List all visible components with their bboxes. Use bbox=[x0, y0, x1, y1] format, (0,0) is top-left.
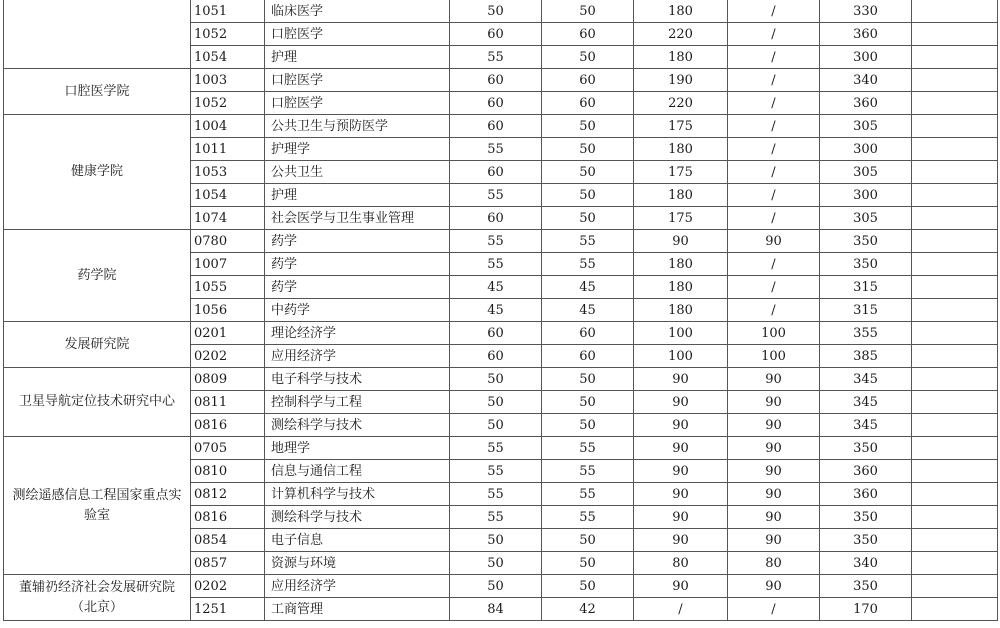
college-name-cell: 发展研究院 bbox=[4, 322, 191, 368]
note-cell bbox=[912, 437, 998, 460]
subject3-score-cell: 180 bbox=[634, 184, 728, 207]
total-score-cell: 350 bbox=[820, 253, 912, 276]
major-name-cell: 控制科学与工程 bbox=[265, 391, 450, 414]
total-score-cell: 360 bbox=[820, 460, 912, 483]
subject3-score-cell: 180 bbox=[634, 0, 728, 23]
major-name-cell: 护理学 bbox=[265, 138, 450, 161]
subject3-score-cell: 100 bbox=[634, 322, 728, 345]
total-score-cell: 300 bbox=[820, 46, 912, 69]
subject3-score-cell: 220 bbox=[634, 92, 728, 115]
total-score-cell: 340 bbox=[820, 552, 912, 575]
subject4-score-cell: 90 bbox=[728, 575, 820, 598]
college-name-cell: 健康学院 bbox=[4, 115, 191, 230]
major-name-cell: 电子信息 bbox=[265, 529, 450, 552]
subject4-score-cell: / bbox=[728, 299, 820, 322]
subject1-score-cell: 60 bbox=[450, 207, 542, 230]
table-row bbox=[4, 437, 998, 460]
subject4-score-cell: 90 bbox=[728, 368, 820, 391]
note-cell bbox=[912, 23, 998, 46]
subject2-score-cell: 55 bbox=[542, 230, 634, 253]
program-code-cell: 1251 bbox=[191, 598, 265, 621]
college-name-cell bbox=[4, 0, 191, 69]
subject4-score-cell: 90 bbox=[728, 506, 820, 529]
program-code-cell: 0202 bbox=[191, 345, 265, 368]
program-code-cell: 1007 bbox=[191, 253, 265, 276]
subject1-score-cell: 60 bbox=[450, 161, 542, 184]
subject3-score-cell: 90 bbox=[634, 506, 728, 529]
total-score-cell: 360 bbox=[820, 483, 912, 506]
subject2-score-cell: 55 bbox=[542, 437, 634, 460]
subject4-score-cell: 90 bbox=[728, 230, 820, 253]
program-code-cell: 1053 bbox=[191, 161, 265, 184]
subject2-score-cell: 55 bbox=[542, 253, 634, 276]
major-name-cell: 地理学 bbox=[265, 437, 450, 460]
subject1-score-cell: 50 bbox=[450, 0, 542, 23]
subject4-score-cell: / bbox=[728, 138, 820, 161]
major-name-cell: 工商管理 bbox=[265, 598, 450, 621]
program-code-cell: 1054 bbox=[191, 184, 265, 207]
note-cell bbox=[912, 69, 998, 92]
note-cell bbox=[912, 483, 998, 506]
subject4-score-cell: 90 bbox=[728, 460, 820, 483]
total-score-cell: 300 bbox=[820, 184, 912, 207]
subject1-score-cell: 55 bbox=[450, 138, 542, 161]
subject3-score-cell: 190 bbox=[634, 69, 728, 92]
note-cell bbox=[912, 552, 998, 575]
major-name-cell: 资源与环境 bbox=[265, 552, 450, 575]
note-cell bbox=[912, 253, 998, 276]
program-code-cell: 0202 bbox=[191, 575, 265, 598]
subject2-score-cell: 60 bbox=[542, 69, 634, 92]
subject2-score-cell: 55 bbox=[542, 483, 634, 506]
subject1-score-cell: 55 bbox=[450, 460, 542, 483]
subject2-score-cell: 50 bbox=[542, 161, 634, 184]
subject3-score-cell: 175 bbox=[634, 115, 728, 138]
subject4-score-cell: 100 bbox=[728, 322, 820, 345]
subject2-score-cell: 50 bbox=[542, 207, 634, 230]
total-score-cell: 305 bbox=[820, 161, 912, 184]
program-code-cell: 0816 bbox=[191, 414, 265, 437]
subject3-score-cell: 90 bbox=[634, 391, 728, 414]
program-code-cell: 1074 bbox=[191, 207, 265, 230]
major-name-cell: 测绘科学与技术 bbox=[265, 506, 450, 529]
subject1-score-cell: 50 bbox=[450, 529, 542, 552]
program-code-cell: 1055 bbox=[191, 276, 265, 299]
major-name-cell: 公共卫生 bbox=[265, 161, 450, 184]
subject2-score-cell: 50 bbox=[542, 529, 634, 552]
note-cell bbox=[912, 230, 998, 253]
total-score-cell: 350 bbox=[820, 437, 912, 460]
subject1-score-cell: 60 bbox=[450, 115, 542, 138]
subject1-score-cell: 84 bbox=[450, 598, 542, 621]
college-name-cell: 董辅礽经济社会发展研究院（北京） bbox=[4, 575, 191, 621]
subject4-score-cell: / bbox=[728, 69, 820, 92]
subject2-score-cell: 50 bbox=[542, 575, 634, 598]
college-name-cell: 药学院 bbox=[4, 230, 191, 322]
subject1-score-cell: 60 bbox=[450, 345, 542, 368]
subject3-score-cell: 80 bbox=[634, 552, 728, 575]
subject3-score-cell: 90 bbox=[634, 437, 728, 460]
total-score-cell: 355 bbox=[820, 322, 912, 345]
subject1-score-cell: 55 bbox=[450, 253, 542, 276]
subject3-score-cell: 90 bbox=[634, 460, 728, 483]
subject2-score-cell: 50 bbox=[542, 414, 634, 437]
major-name-cell: 信息与通信工程 bbox=[265, 460, 450, 483]
subject1-score-cell: 60 bbox=[450, 69, 542, 92]
program-code-cell: 0816 bbox=[191, 506, 265, 529]
subject3-score-cell: 90 bbox=[634, 414, 728, 437]
program-code-cell: 0811 bbox=[191, 391, 265, 414]
subject4-score-cell: / bbox=[728, 115, 820, 138]
program-code-cell: 1011 bbox=[191, 138, 265, 161]
total-score-cell: 360 bbox=[820, 23, 912, 46]
major-name-cell: 应用经济学 bbox=[265, 575, 450, 598]
subject4-score-cell: 100 bbox=[728, 345, 820, 368]
major-name-cell: 中药学 bbox=[265, 299, 450, 322]
program-code-cell: 0780 bbox=[191, 230, 265, 253]
note-cell bbox=[912, 368, 998, 391]
major-name-cell: 口腔医学 bbox=[265, 69, 450, 92]
program-code-cell: 0809 bbox=[191, 368, 265, 391]
subject1-score-cell: 55 bbox=[450, 230, 542, 253]
total-score-cell: 330 bbox=[820, 0, 912, 23]
subject3-score-cell: 90 bbox=[634, 575, 728, 598]
program-code-cell: 1052 bbox=[191, 23, 265, 46]
subject1-score-cell: 50 bbox=[450, 414, 542, 437]
total-score-cell: 300 bbox=[820, 138, 912, 161]
total-score-cell: 360 bbox=[820, 92, 912, 115]
college-name-cell: 测绘遥感信息工程国家重点实验室 bbox=[4, 437, 191, 575]
total-score-cell: 345 bbox=[820, 414, 912, 437]
program-code-cell: 0705 bbox=[191, 437, 265, 460]
note-cell bbox=[912, 598, 998, 621]
major-name-cell: 计算机科学与技术 bbox=[265, 483, 450, 506]
note-cell bbox=[912, 529, 998, 552]
subject2-score-cell: 60 bbox=[542, 23, 634, 46]
subject2-score-cell: 50 bbox=[542, 115, 634, 138]
subject3-score-cell: 180 bbox=[634, 138, 728, 161]
subject2-score-cell: 42 bbox=[542, 598, 634, 621]
note-cell bbox=[912, 414, 998, 437]
subject2-score-cell: 45 bbox=[542, 276, 634, 299]
total-score-cell: 170 bbox=[820, 598, 912, 621]
subject1-score-cell: 50 bbox=[450, 368, 542, 391]
note-cell bbox=[912, 391, 998, 414]
subject4-score-cell: / bbox=[728, 276, 820, 299]
subject3-score-cell: 180 bbox=[634, 253, 728, 276]
subject3-score-cell: 180 bbox=[634, 299, 728, 322]
subject4-score-cell: 90 bbox=[728, 529, 820, 552]
subject1-score-cell: 50 bbox=[450, 575, 542, 598]
subject4-score-cell: / bbox=[728, 207, 820, 230]
subject4-score-cell: 80 bbox=[728, 552, 820, 575]
subject1-score-cell: 60 bbox=[450, 322, 542, 345]
note-cell bbox=[912, 322, 998, 345]
college-name-cell: 口腔医学院 bbox=[4, 69, 191, 115]
program-code-cell: 0201 bbox=[191, 322, 265, 345]
subject3-score-cell: 180 bbox=[634, 276, 728, 299]
note-cell bbox=[912, 115, 998, 138]
total-score-cell: 350 bbox=[820, 506, 912, 529]
major-name-cell: 护理 bbox=[265, 46, 450, 69]
subject2-score-cell: 55 bbox=[542, 506, 634, 529]
note-cell bbox=[912, 184, 998, 207]
subject2-score-cell: 60 bbox=[542, 322, 634, 345]
major-name-cell: 口腔医学 bbox=[265, 23, 450, 46]
note-cell bbox=[912, 299, 998, 322]
subject3-score-cell: 175 bbox=[634, 161, 728, 184]
table-row bbox=[4, 368, 998, 391]
subject2-score-cell: 50 bbox=[542, 368, 634, 391]
subject4-score-cell: / bbox=[728, 23, 820, 46]
subject3-score-cell: 90 bbox=[634, 230, 728, 253]
subject3-score-cell: 100 bbox=[634, 345, 728, 368]
subject1-score-cell: 60 bbox=[450, 23, 542, 46]
subject3-score-cell: 220 bbox=[634, 23, 728, 46]
total-score-cell: 305 bbox=[820, 207, 912, 230]
subject4-score-cell: 90 bbox=[728, 414, 820, 437]
subject4-score-cell: 90 bbox=[728, 483, 820, 506]
subject2-score-cell: 50 bbox=[542, 552, 634, 575]
major-name-cell: 药学 bbox=[265, 253, 450, 276]
program-code-cell: 1052 bbox=[191, 92, 265, 115]
total-score-cell: 315 bbox=[820, 276, 912, 299]
program-code-cell: 1051 bbox=[191, 0, 265, 23]
note-cell bbox=[912, 46, 998, 69]
total-score-cell: 345 bbox=[820, 391, 912, 414]
note-cell bbox=[912, 161, 998, 184]
subject1-score-cell: 50 bbox=[450, 391, 542, 414]
score-table-body bbox=[4, 0, 998, 621]
subject1-score-cell: 45 bbox=[450, 299, 542, 322]
table-row bbox=[4, 69, 998, 92]
subject4-score-cell: 90 bbox=[728, 437, 820, 460]
note-cell bbox=[912, 138, 998, 161]
total-score-cell: 345 bbox=[820, 368, 912, 391]
subject3-score-cell: 180 bbox=[634, 46, 728, 69]
total-score-cell: 350 bbox=[820, 575, 912, 598]
subject2-score-cell: 50 bbox=[542, 0, 634, 23]
program-code-cell: 0857 bbox=[191, 552, 265, 575]
program-code-cell: 0812 bbox=[191, 483, 265, 506]
major-name-cell: 口腔医学 bbox=[265, 92, 450, 115]
subject4-score-cell: / bbox=[728, 92, 820, 115]
major-name-cell: 公共卫生与预防医学 bbox=[265, 115, 450, 138]
subject3-score-cell: 90 bbox=[634, 368, 728, 391]
college-name-cell: 卫星导航定位技术研究中心 bbox=[4, 368, 191, 437]
subject4-score-cell: / bbox=[728, 184, 820, 207]
subject4-score-cell: / bbox=[728, 598, 820, 621]
major-name-cell: 测绘科学与技术 bbox=[265, 414, 450, 437]
note-cell bbox=[912, 207, 998, 230]
total-score-cell: 350 bbox=[820, 529, 912, 552]
subject1-score-cell: 55 bbox=[450, 437, 542, 460]
major-name-cell: 理论经济学 bbox=[265, 322, 450, 345]
table-row bbox=[4, 115, 998, 138]
program-code-cell: 0810 bbox=[191, 460, 265, 483]
subject3-score-cell: / bbox=[634, 598, 728, 621]
subject1-score-cell: 60 bbox=[450, 92, 542, 115]
table-row bbox=[4, 322, 998, 345]
score-table-container bbox=[3, 0, 997, 621]
total-score-cell: 340 bbox=[820, 69, 912, 92]
major-name-cell: 临床医学 bbox=[265, 0, 450, 23]
major-name-cell: 应用经济学 bbox=[265, 345, 450, 368]
major-name-cell: 电子科学与技术 bbox=[265, 368, 450, 391]
note-cell bbox=[912, 0, 998, 23]
total-score-cell: 305 bbox=[820, 115, 912, 138]
total-score-cell: 385 bbox=[820, 345, 912, 368]
subject2-score-cell: 45 bbox=[542, 299, 634, 322]
subject1-score-cell: 45 bbox=[450, 276, 542, 299]
note-cell bbox=[912, 276, 998, 299]
table-row bbox=[4, 230, 998, 253]
program-code-cell: 1054 bbox=[191, 46, 265, 69]
subject4-score-cell: / bbox=[728, 0, 820, 23]
score-table bbox=[3, 0, 998, 621]
major-name-cell: 护理 bbox=[265, 184, 450, 207]
subject2-score-cell: 50 bbox=[542, 138, 634, 161]
note-cell bbox=[912, 460, 998, 483]
program-code-cell: 1056 bbox=[191, 299, 265, 322]
subject4-score-cell: / bbox=[728, 161, 820, 184]
note-cell bbox=[912, 575, 998, 598]
program-code-cell: 1003 bbox=[191, 69, 265, 92]
major-name-cell: 社会医学与卫生事业管理 bbox=[265, 207, 450, 230]
program-code-cell: 0854 bbox=[191, 529, 265, 552]
subject4-score-cell: / bbox=[728, 46, 820, 69]
subject1-score-cell: 55 bbox=[450, 483, 542, 506]
subject3-score-cell: 90 bbox=[634, 483, 728, 506]
subject2-score-cell: 60 bbox=[542, 92, 634, 115]
subject2-score-cell: 50 bbox=[542, 46, 634, 69]
subject3-score-cell: 175 bbox=[634, 207, 728, 230]
total-score-cell: 350 bbox=[820, 230, 912, 253]
subject2-score-cell: 55 bbox=[542, 460, 634, 483]
table-row bbox=[4, 575, 998, 598]
total-score-cell: 315 bbox=[820, 299, 912, 322]
program-code-cell: 1004 bbox=[191, 115, 265, 138]
subject4-score-cell: / bbox=[728, 253, 820, 276]
note-cell bbox=[912, 345, 998, 368]
subject4-score-cell: 90 bbox=[728, 391, 820, 414]
table-row bbox=[4, 0, 998, 23]
subject1-score-cell: 55 bbox=[450, 506, 542, 529]
note-cell bbox=[912, 506, 998, 529]
subject2-score-cell: 50 bbox=[542, 391, 634, 414]
subject2-score-cell: 50 bbox=[542, 184, 634, 207]
major-name-cell: 药学 bbox=[265, 276, 450, 299]
note-cell bbox=[912, 92, 998, 115]
subject3-score-cell: 90 bbox=[634, 529, 728, 552]
subject1-score-cell: 55 bbox=[450, 184, 542, 207]
major-name-cell: 药学 bbox=[265, 230, 450, 253]
subject2-score-cell: 60 bbox=[542, 345, 634, 368]
subject1-score-cell: 55 bbox=[450, 46, 542, 69]
subject1-score-cell: 50 bbox=[450, 552, 542, 575]
